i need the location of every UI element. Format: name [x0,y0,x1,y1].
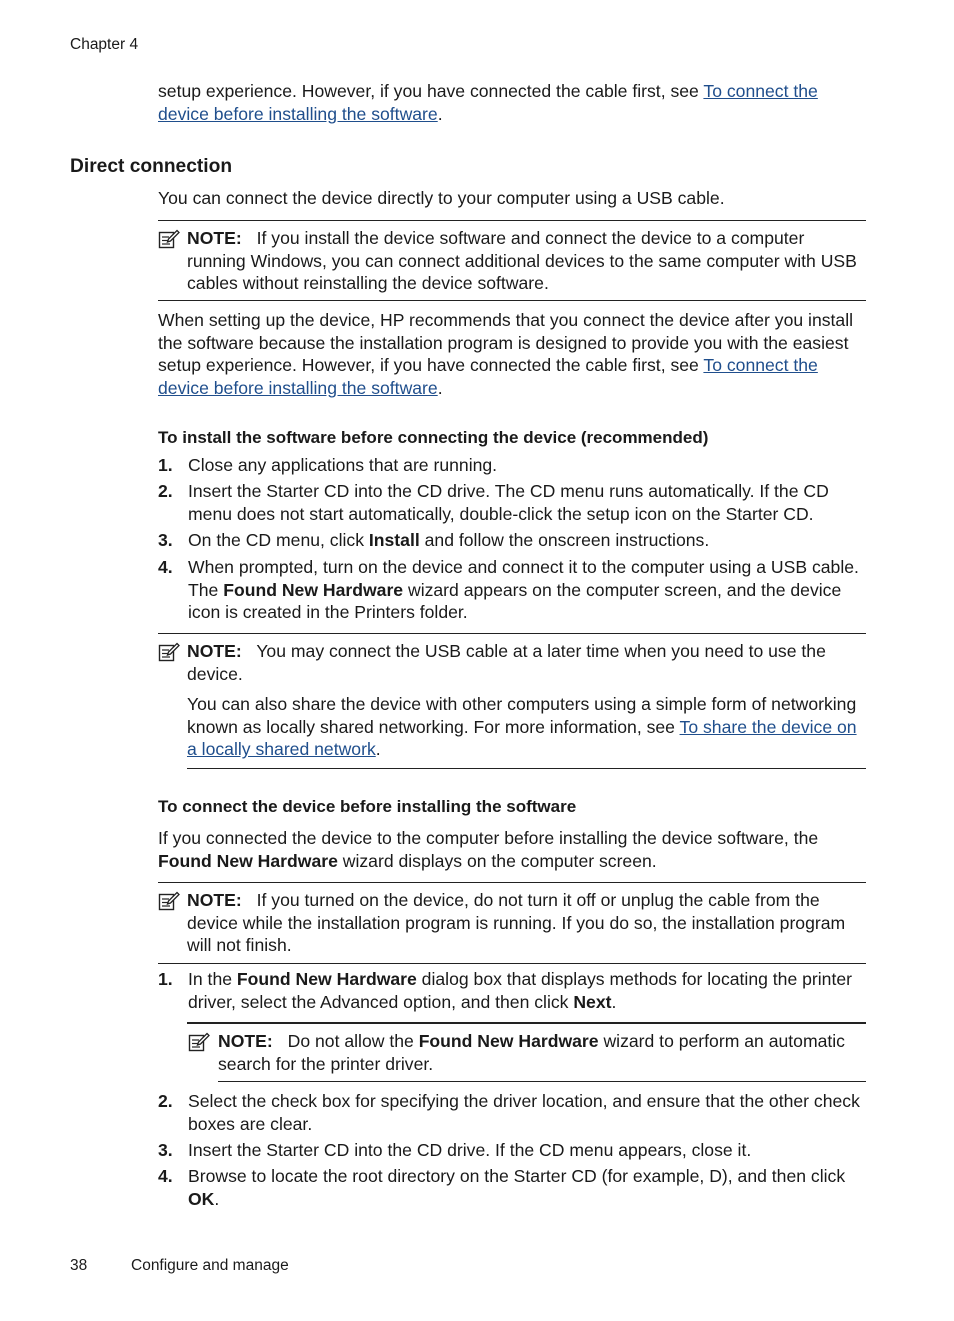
note-text-2: You can also share the device with other computers using a simple form of networking known as locally shared networking. For more information, see To share the device on a locally shared network. [187,694,857,760]
note-icon [158,891,180,911]
note-text: NOTE: If you install the device software and connect the device to a computer running Windows, you can connect additional devices to the same computer with USB cables without reinstalling the device software. [187,228,857,294]
step-text: Close any applications that are running. [188,455,498,475]
procedure-heading-install: To install the software before connecting the device (recommended) [158,428,709,447]
direct-paragraph-2: When setting up the device, HP recommends that you connect the device after you install the software because the installation program is designed to provide you with the easiest setup experience. However, if you have connected the cable first, see To connect the device before installing the software. [158,310,854,398]
divider [187,1022,866,1024]
step-text: Browse to locate the root directory on the Starter CD (for example, D), and then click OK. [188,1166,846,1209]
note-icon [158,229,180,249]
section-heading-direct-connection: Direct connection [70,156,233,177]
connect-paragraph: If you connected the device to the computer before installing the device software, the Found New Hardware wizard displays on the computer screen. [158,828,819,871]
divider [158,220,866,221]
step-text: On the CD menu, click Install and follow the onscreen instructions. [188,530,710,550]
subnote-text: NOTE: Do not allow the Found New Hardware wizard to perform an automatic search for the printer driver. [218,1031,845,1074]
step-text: Insert the Starter CD into the CD drive. If the CD menu appears, close it. [188,1140,752,1160]
step-number: 1. [158,455,173,475]
divider [158,882,866,883]
step-text: When prompted, turn on the device and connect it to the computer using a USB cable. The Found New Hardware wizard appears on the computer screen, and the device icon is created in the Printers folder. [188,557,859,623]
step-number: 2. [158,1091,173,1111]
chapter-header: Chapter 4 [70,36,139,53]
step-number: 4. [158,557,173,577]
link-share-device[interactable]: To share the device on a locally shared network [187,716,857,760]
procedure-heading-connect: To connect the device before installing the software [158,797,577,816]
step-number: 1. [158,969,173,989]
step-text: Select the check box for specifying the driver location, and ensure that the other check boxes are clear. [188,1091,860,1134]
step-text: Insert the Starter CD into the CD drive. The CD menu runs automatically. If the CD menu does not start automatically, double-click the setup icon on the Starter CD. [188,481,829,524]
footer-section-title: Configure and manage [131,1257,289,1274]
intro-paragraph: setup experience. However, if you have connected the cable first, see To connect the device before installing the software. [158,81,818,124]
step-text: In the Found New Hardware dialog box that displays methods for locating the printer driver, select the Advanced option, and then click Next. [188,969,853,1012]
step-number: 2. [158,481,173,501]
note-icon [188,1032,210,1052]
divider [187,768,866,769]
link-connect-before-install[interactable]: To connect the device before installing the software [158,81,818,124]
divider [158,300,866,301]
note-icon [158,642,180,662]
divider [218,1081,866,1082]
link-connect-before-install[interactable]: To connect the device before installing the software [158,355,818,398]
page-number: 38 [70,1257,88,1274]
note-text: NOTE: If you turned on the device, do not turn it off or unplug the cable from the device while the installation program is running. If you do so, the installation program will not finish. [187,890,846,956]
divider [158,633,866,634]
note-text: NOTE: You may connect the USB cable at a later time when you need to use the device. [187,641,826,684]
divider [158,963,866,964]
step-number: 4. [158,1166,173,1186]
step-number: 3. [158,530,173,550]
direct-paragraph: You can connect the device directly to your computer using a USB cable. [158,188,725,208]
step-number: 3. [158,1140,173,1160]
